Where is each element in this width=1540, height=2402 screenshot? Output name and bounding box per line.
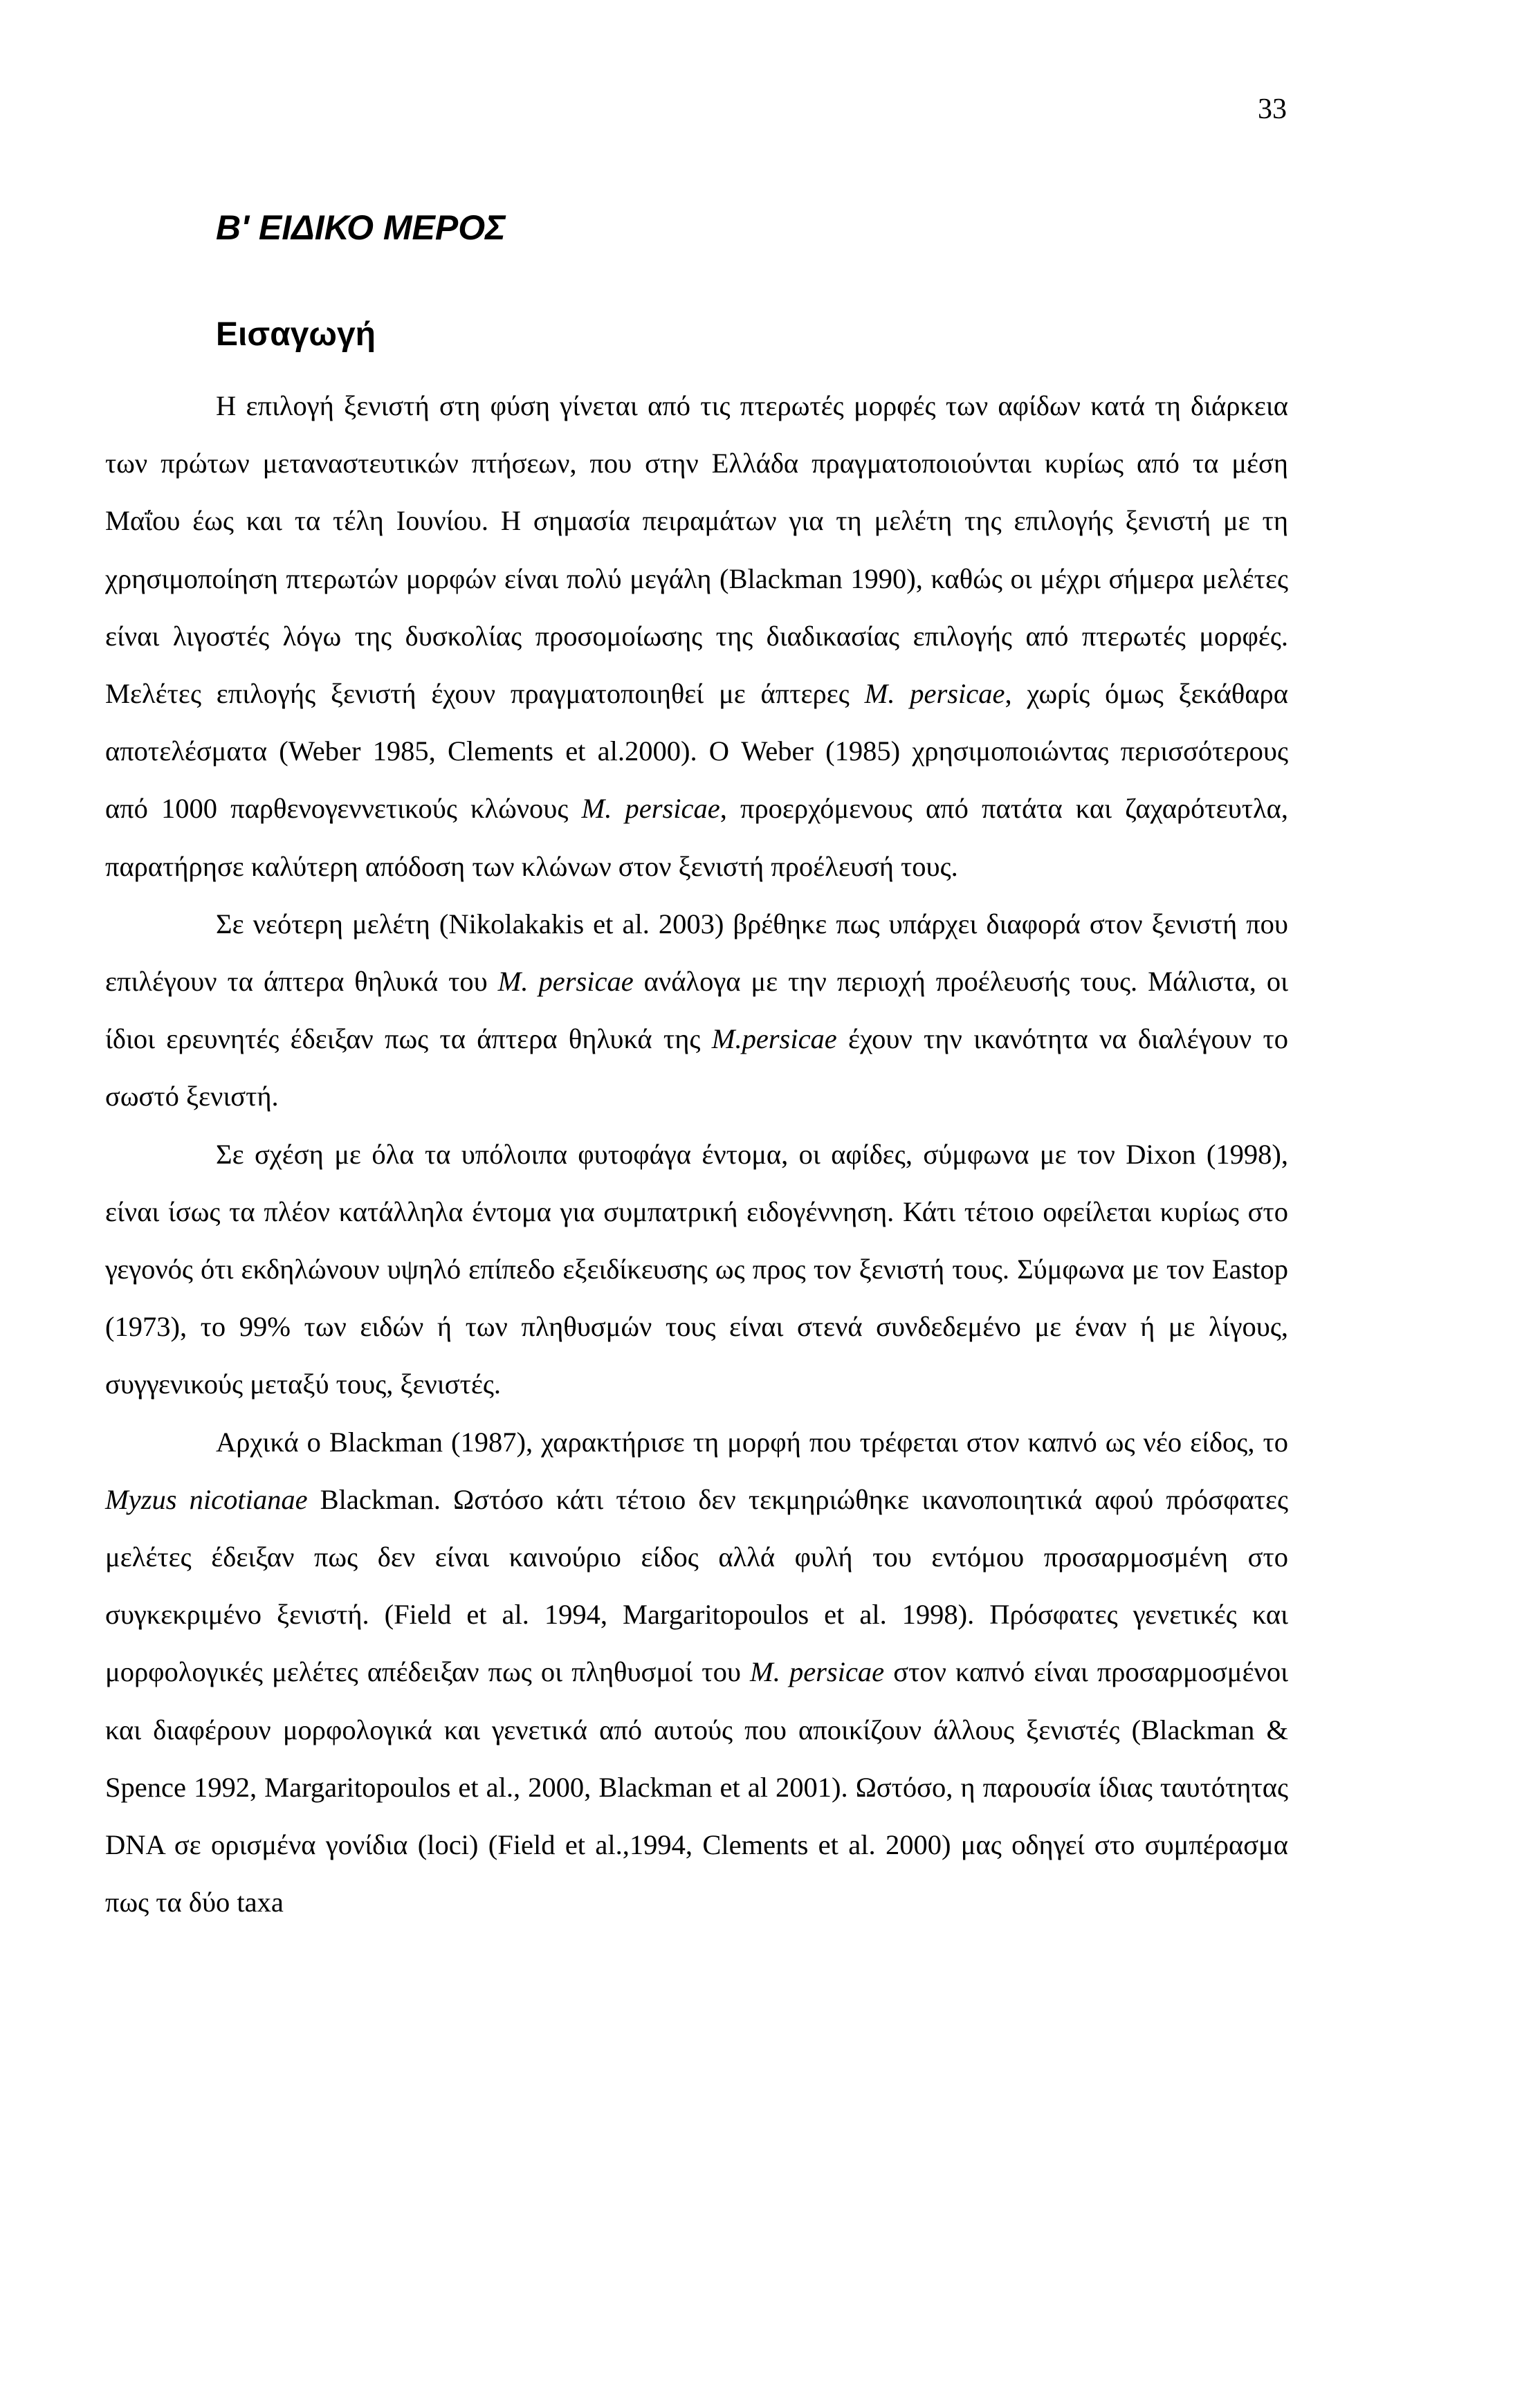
italic-text: M. persicae <box>864 678 1005 710</box>
italic-text: M. persicae <box>581 793 720 825</box>
text-run: Σε σχέση με όλα τα υπόλοιπα φυτοφάγα έντομα, οι αφίδες, σύμφωνα με τον Dixon (1998), είναι ίσως τα πλέον κατάλληλα έντομα για συμπατρική ειδογέννηση. Κάτι τέτοιο οφείλεται κυρίως στο γεγονός ότι εκδηλώνουν υψηλό επίπεδο εξειδίκευσης ως προς τον ξενιστή τους. Σύμφωνα με τον Eastop (1973), το 99% των ειδών ή των πληθυσμών τους είναι στενά συνδεδεμένο με έναν ή με λίγους, συγγενικούς μεταξύ τους, ξενιστές. <box>105 1138 1288 1400</box>
body-text <box>105 377 1288 1931</box>
section-heading: Εισαγωγή <box>216 316 376 353</box>
part-heading: Β' ΕΙΔΙΚΟ ΜΕΡΟΣ <box>216 208 506 247</box>
paragraph <box>105 1126 1288 1413</box>
text-run: Blackman. Ωστόσο κάτι τέτοιο δεν τεκμηριώθηκε ικανοποιητικά αφού πρόσφατες μελέτες έδειξαν πως δεν είναι καινούριο είδος αλλά φυλή του εντόμου προσαρμοσμένη στο συγκεκριμένο ξενιστή. (Field et al. 1994, Margaritopoulos et al. 1998). Πρόσφατες γενετικές και μορφολογικές μελέτες απέδειξαν πως οι πληθυσμοί του <box>105 1483 1288 1688</box>
italic-text: M. persicae <box>497 966 634 998</box>
italic-text: Myzus nicotianae <box>105 1483 308 1515</box>
paragraph <box>105 377 1288 895</box>
text-run: Η επιλογή ξενιστή στη φύση γίνεται από τις πτερωτές μορφές των αφίδων κατά τη διάρκεια των πρώτων μεταναστευτικών πτήσεων, που στην Ελλάδα πραγματοποιούνται κυρίως από τα μέση Μαΐου έως και τα τέλη Ιουνίου. Η σημασία πειραμάτων για τη μελέτη της επιλογής ξενιστή με τη χρησιμοποίηση πτερωτών μορφών είναι πολύ μεγάλη (Blackman 1990), καθώς οι μέχρι σήμερα μελέτες είναι λιγοστές λόγω της δυσκολίας προσομοίωσης της διαδικασίας επιλογής από πτερωτές μορφές. Μελέτες επιλογής ξενιστή έχουν πραγματοποιηθεί με άπτερες <box>105 390 1288 710</box>
paragraph <box>105 895 1288 1126</box>
italic-text: M.persicae <box>711 1023 837 1055</box>
text-run: στον καπνό είναι προσαρμοσμένοι και διαφέρουν μορφολογικά και γενετικά από αυτούς που αποικίζουν άλλους ξενιστές (Blackman & Spence 1992, Margaritopoulos et al., 2000, Blackman et al 2001). Ωστόσο, η παρουσία ίδιας ταυτότητας DNA σε ορισμένα γονίδια (loci) (Field et al.,1994, Clements et al. 2000) μας οδηγεί στο συμπέρασμα πως τα δύο taxa <box>105 1656 1288 1918</box>
text-run: Αρχικά ο Blackman (1987), χαρακτήρισε τη μορφή που τρέφεται στον καπνό ως νέο είδος, το <box>216 1426 1288 1458</box>
text-run: Σε νεότερη μελέτη (Nikolakakis et al. 2003) βρέθηκε πως υπάρχει διαφορά στον ξενιστή που επιλέγουν τα άπτερα θηλυκά του <box>105 908 1288 998</box>
page-number: 33 <box>1258 93 1287 125</box>
text-run: ανάλογα με την περιοχή προέλευσής τους. Μάλιστα, οι ίδιοι ερευνητές έδειξαν πως τα άπτερα θηλυκά της <box>105 966 1288 1055</box>
italic-text: M. persicae <box>749 1656 885 1688</box>
text-run: , προερχόμενους από πατάτα και ζαχαρότευτλα, παρατήρησε καλύτερη απόδοση των κλώνων στον ξενιστή προέλευσή τους. <box>105 793 1288 882</box>
text-run: , χωρίς όμως ξεκάθαρα αποτελέσματα (Weber 1985, Clements et al.2000). Ο Weber (1985) χρησιμοποιώντας περισσότερους από 1000 παρθενογεννετικούς κλώνους <box>105 678 1288 825</box>
text-run: έχουν την ικανότητα να διαλέγουν το σωστό ξενιστή. <box>105 1023 1288 1112</box>
paragraph <box>105 1413 1288 1932</box>
